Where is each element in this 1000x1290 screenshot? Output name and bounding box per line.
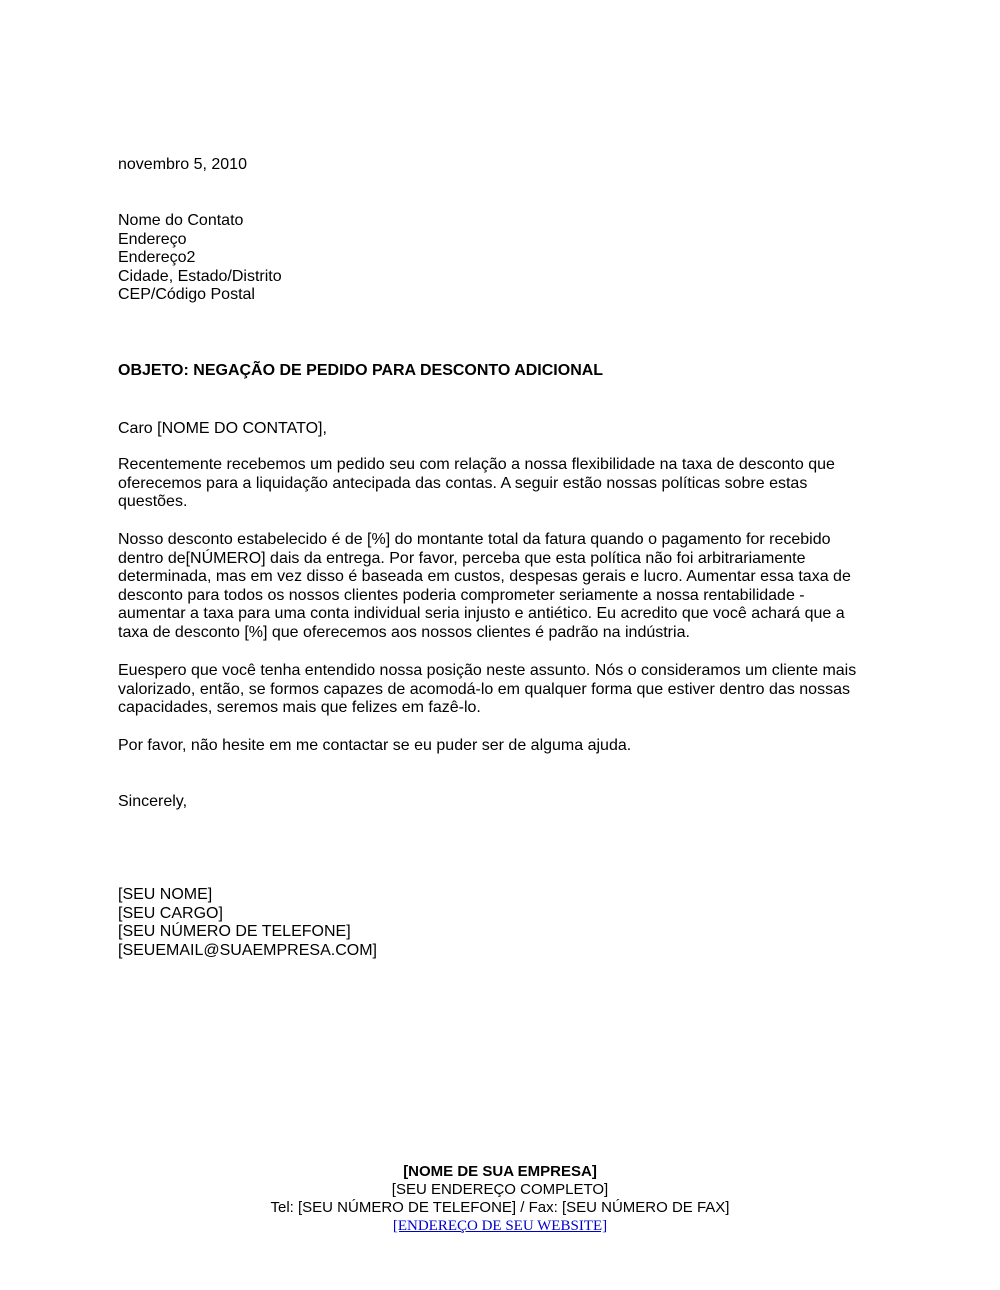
letter-greeting xyxy=(118,420,888,439)
paragraph-line: Recentemente recebemos um pedido seu com relação a nossa flexibilidade na taxa de desconto que xyxy=(118,456,835,473)
signature-phone: [SEU NÚMERO DE TELEFONE] xyxy=(118,923,351,941)
letter-closing xyxy=(118,793,888,812)
paragraph-line: Nosso desconto estabelecido é de [%] do montante total da fatura quando o pagamento for recebido xyxy=(118,531,831,548)
paragraph-line: Por favor, não hesite em me contactar se eu puder ser de alguma ajuda. xyxy=(118,737,632,754)
letter-date xyxy=(118,156,888,175)
footer-contact: Tel: [SEU NÚMERO DE TELEFONE] / Fax: [SEU NÚMERO DE FAX] xyxy=(270,1199,730,1216)
recipient-name: Nome do Contato xyxy=(118,212,244,229)
paragraph-line: questões. xyxy=(118,493,188,511)
body-paragraph-4 xyxy=(118,737,888,756)
recipient-city-state: Cidade, Estado/Distrito xyxy=(118,267,282,285)
footer-company-name: [NOME DE SUA EMPRESA] xyxy=(403,1163,597,1180)
signature-block xyxy=(118,886,888,960)
greeting-text: Caro [NOME DO CONTATO], xyxy=(118,420,327,437)
body-paragraph-3 xyxy=(118,662,888,718)
footer-website-link[interactable]: [ENDEREÇO DE SEU WEBSITE] xyxy=(392,1218,608,1234)
paragraph-line: aumentar a taxa para uma conta individual seria injusto e antiético. Eu acredito que você achará que a xyxy=(118,605,845,623)
footer-address: [SEU ENDEREÇO COMPLETO] xyxy=(391,1181,609,1198)
recipient-postal-code: CEP/Código Postal xyxy=(118,286,255,304)
signature-name: [SEU NOME] xyxy=(118,886,213,903)
subject-text: OBJETO: NEGAÇÃO DE PEDIDO PARA DESCONTO ADICIONAL xyxy=(118,362,604,379)
body-paragraph-2 xyxy=(118,531,888,643)
paragraph-line: desconto para todos os nossos clientes poderia comprometer seriamente a nossa rentabilidade - xyxy=(118,586,805,604)
paragraph-line: valorizado, então, se formos capazes de acomodá-lo em qualquer forma que estiver dentro das nossas xyxy=(118,680,850,698)
date-text: novembro 5, 2010 xyxy=(118,156,247,173)
recipient-address2: Endereço2 xyxy=(118,249,196,267)
body-paragraph-1 xyxy=(118,456,888,512)
paragraph-line: oferecemos para a liquidação antecipada das contas. A seguir estão nossas políticas sobre estas xyxy=(118,474,808,492)
paragraph-line: capacidades, seremos mais que felizes em fazê-lo. xyxy=(118,699,481,717)
recipient-address-block xyxy=(118,212,888,305)
signature-title: [SEU CARGO] xyxy=(118,904,223,922)
letter-footer xyxy=(0,1163,1000,1235)
recipient-address1: Endereço xyxy=(118,230,187,248)
paragraph-line: determinada, mas em vez disso é baseada em custos, despesas gerais e lucro. Aumentar essa taxa de xyxy=(118,568,851,586)
closing-text: Sincerely, xyxy=(118,793,188,810)
paragraph-line: Euespero que você tenha entendido nossa posição neste assunto. Nós o consideramos um cliente mais xyxy=(118,662,857,679)
paragraph-line: taxa de desconto [%] que oferecemos aos nossos clientes é padrão na indústria. xyxy=(118,623,690,641)
paragraph-line: dentro de[NÚMERO] dais da entrega. Por favor, perceba que esta política não foi arbitrariamente xyxy=(118,549,806,567)
signature-email: [SEUEMAIL@SUAEMPRESA.COM] xyxy=(118,941,377,959)
letter-subject xyxy=(118,362,888,381)
